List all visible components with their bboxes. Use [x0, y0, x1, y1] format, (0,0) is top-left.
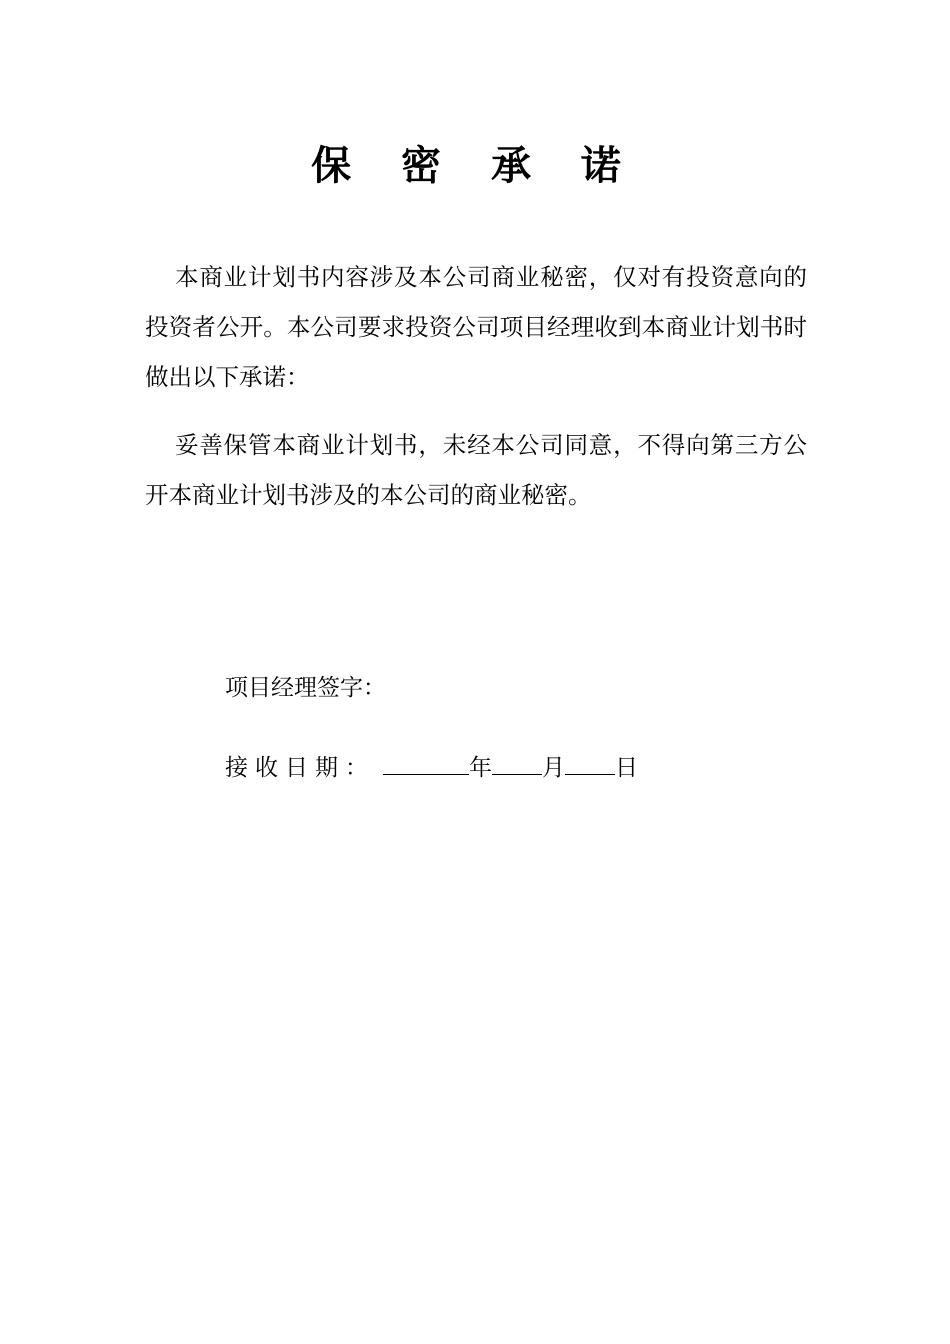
month-label: 月: [542, 755, 565, 781]
year-label: 年: [469, 755, 492, 781]
day-blank: [565, 748, 615, 775]
body-paragraph-2: 妥善保管本商业计划书，未经本公司同意，不得向第三方公开本商业计划书涉及的本公司的商业秘密。: [145, 431, 807, 509]
receive-date-line: [225, 748, 638, 784]
signature-label: 项目经理签字：: [225, 675, 386, 701]
receive-date-label: 接收日期：: [225, 755, 375, 781]
signature-line: [225, 672, 386, 704]
month-blank: [492, 748, 542, 775]
year-blank: [383, 748, 469, 775]
day-label: 日: [615, 755, 638, 781]
body-paragraph-1: 本商业计划书内容涉及本公司商业秘密，仅对有投资意向的投资者公开。本公司要求投资公司项目经理收到本商业计划书时做出以下承诺：: [145, 263, 807, 391]
page-title: 保 密 承 诺: [311, 142, 639, 189]
